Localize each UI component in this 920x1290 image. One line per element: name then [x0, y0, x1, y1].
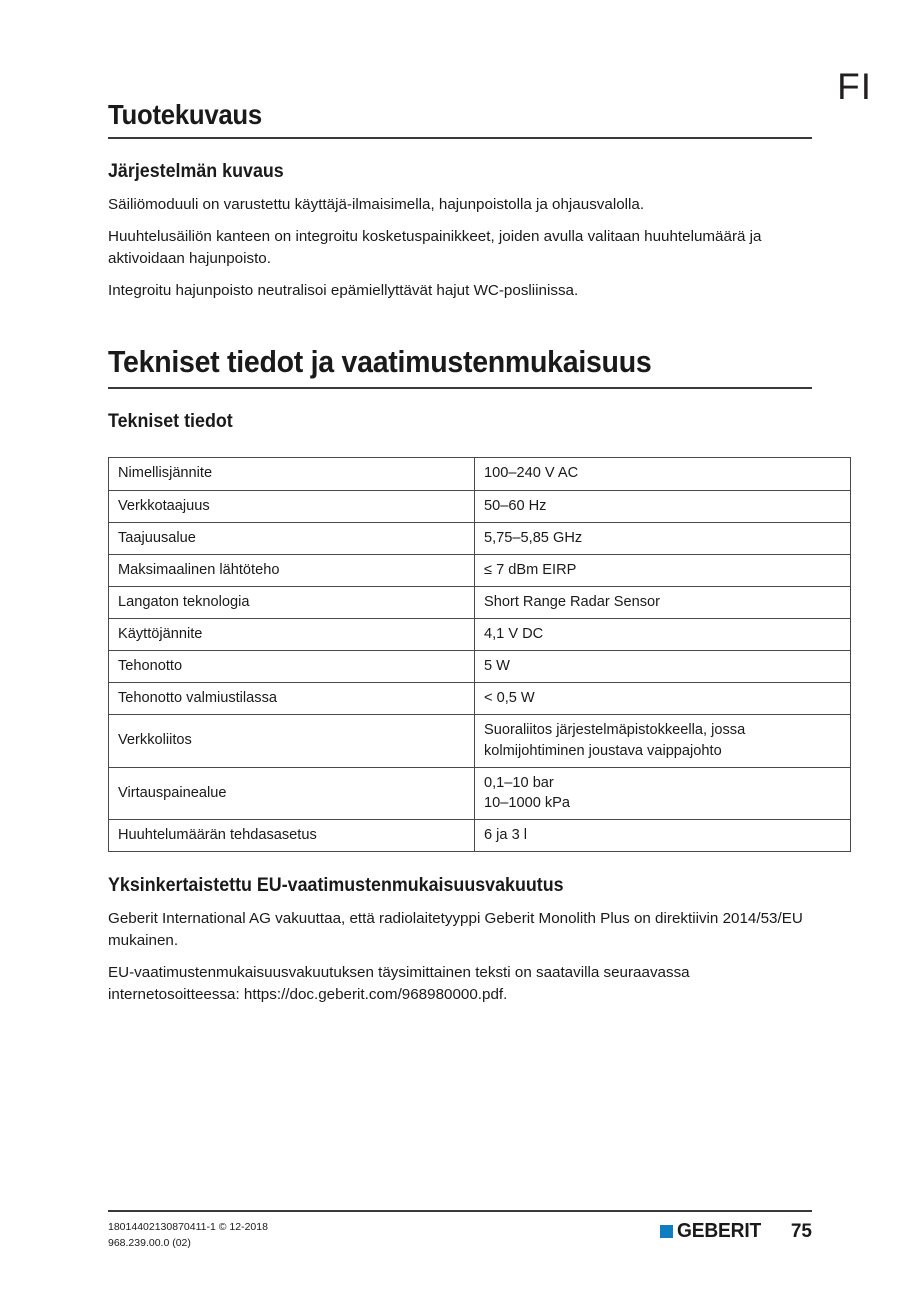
paragraph-eu-declaration-1: Geberit International AG vakuuttaa, että radiolaitetyyppi Geberit Monolith Plus on direktiivin 2014/53/EU mukainen.	[108, 909, 803, 950]
spec-label: Tehonotto	[109, 651, 475, 683]
page-footer	[108, 1210, 812, 1251]
table-row	[109, 767, 851, 819]
spec-value: 5,75–5,85 GHz	[475, 522, 851, 554]
footer-brand-area	[660, 1220, 812, 1241]
logo-square-icon	[660, 1225, 673, 1238]
spec-value-line-1: 0,1–10 bar	[484, 774, 554, 791]
geberit-logo	[660, 1221, 765, 1241]
spec-label: Huuhtelumäärän tehdasasetus	[109, 819, 475, 851]
footer-document-codes	[108, 1220, 268, 1251]
footer-rule	[108, 1210, 812, 1212]
spec-value: 50–60 Hz	[475, 490, 851, 522]
spec-value: 100–240 V AC	[475, 458, 851, 490]
spec-label: Virtauspainealue	[109, 767, 475, 819]
spec-label: Verkkoliitos	[109, 715, 475, 767]
chapter-title-technical-data: Tekniset tiedot ja vaatimustenmukaisuus	[108, 344, 652, 380]
spec-label: Käyttöjännite	[109, 619, 475, 651]
spec-label: Maksimaalinen lähtöteho	[109, 554, 475, 586]
chapter-rule-product-description	[108, 137, 812, 139]
page-number: 75	[790, 1220, 812, 1242]
language-marker: FI	[837, 66, 872, 107]
spec-label: Langaton teknologia	[109, 586, 475, 618]
table-row	[109, 586, 851, 618]
chapter-title-product-description: Tuotekuvaus	[108, 99, 262, 130]
spec-value: Short Range Radar Sensor	[475, 586, 851, 618]
section-title-eu-declaration: Yksinkertaistettu EU-vaatimustenmukaisuusvakuutus	[108, 875, 564, 897]
table-row	[109, 458, 851, 490]
footer-code-line-2: 968.239.00.0 (02)	[108, 1236, 191, 1249]
table-row	[109, 490, 851, 522]
paragraph-system-description-2: Huuhtelusäiliön kanteen on integroitu kosketuspainikkeet, joiden avulla valitaan huuhtelumäärä ja aktivoidaan hajunpoisto.	[108, 227, 762, 268]
spec-label: Verkkotaajuus	[109, 490, 475, 522]
spec-label: Tehonotto valmiustilassa	[109, 683, 475, 715]
table-row	[109, 522, 851, 554]
footer-code-line-1: 18014402130870411-1 © 12-2018	[108, 1221, 268, 1233]
spec-value: 5 W	[475, 651, 851, 683]
section-title-system-description: Järjestelmän kuvaus	[108, 161, 284, 183]
table-row	[109, 619, 851, 651]
spec-value: Suoraliitos järjestelmäpistokkeella, jossa kolmijohtiminen joustava vaippajohto	[475, 715, 851, 767]
table-row	[109, 819, 851, 851]
spec-value: < 0,5 W	[475, 683, 851, 715]
technical-specifications-table	[108, 457, 851, 852]
eu-section-spacer	[108, 852, 812, 875]
spec-label: Taajuusalue	[109, 522, 475, 554]
table-spacer	[108, 443, 812, 457]
section-spacer	[108, 311, 812, 345]
spec-value: ≤ 7 dBm EIRP	[475, 554, 851, 586]
footer-row	[108, 1220, 812, 1251]
table-row	[109, 554, 851, 586]
spec-value-line-2: 10–1000 kPa	[484, 794, 571, 811]
section-title-technical-data: Tekniset tiedot	[108, 410, 233, 432]
paragraph-system-description-3: Integroitu hajunpoisto neutralisoi epämiellyttävät hajut WC-posliinissa.	[108, 281, 579, 299]
logo-wordmark: GEBERIT	[677, 1220, 762, 1242]
table-row	[109, 683, 851, 715]
table-row	[109, 651, 851, 683]
spec-label: Nimellisjännite	[109, 458, 475, 490]
spec-value	[475, 767, 851, 819]
page-content	[108, 100, 812, 1007]
spec-value: 4,1 V DC	[475, 619, 851, 651]
chapter-rule-technical-data	[108, 387, 812, 389]
paragraph-eu-declaration-2: EU-vaatimustenmukaisuusvakuutuksen täysimittainen teksti on saatavilla seuraavassa internetosoitteessa: https://doc.geberit.com/968980000.pdf.	[108, 963, 690, 1004]
paragraph-system-description-1: Säiliömoduuli on varustettu käyttäjä-ilmaisimella, hajunpoistolla ja ohjausvalolla.	[108, 196, 645, 214]
table-row	[109, 715, 851, 767]
spec-value: 6 ja 3 l	[475, 819, 851, 851]
